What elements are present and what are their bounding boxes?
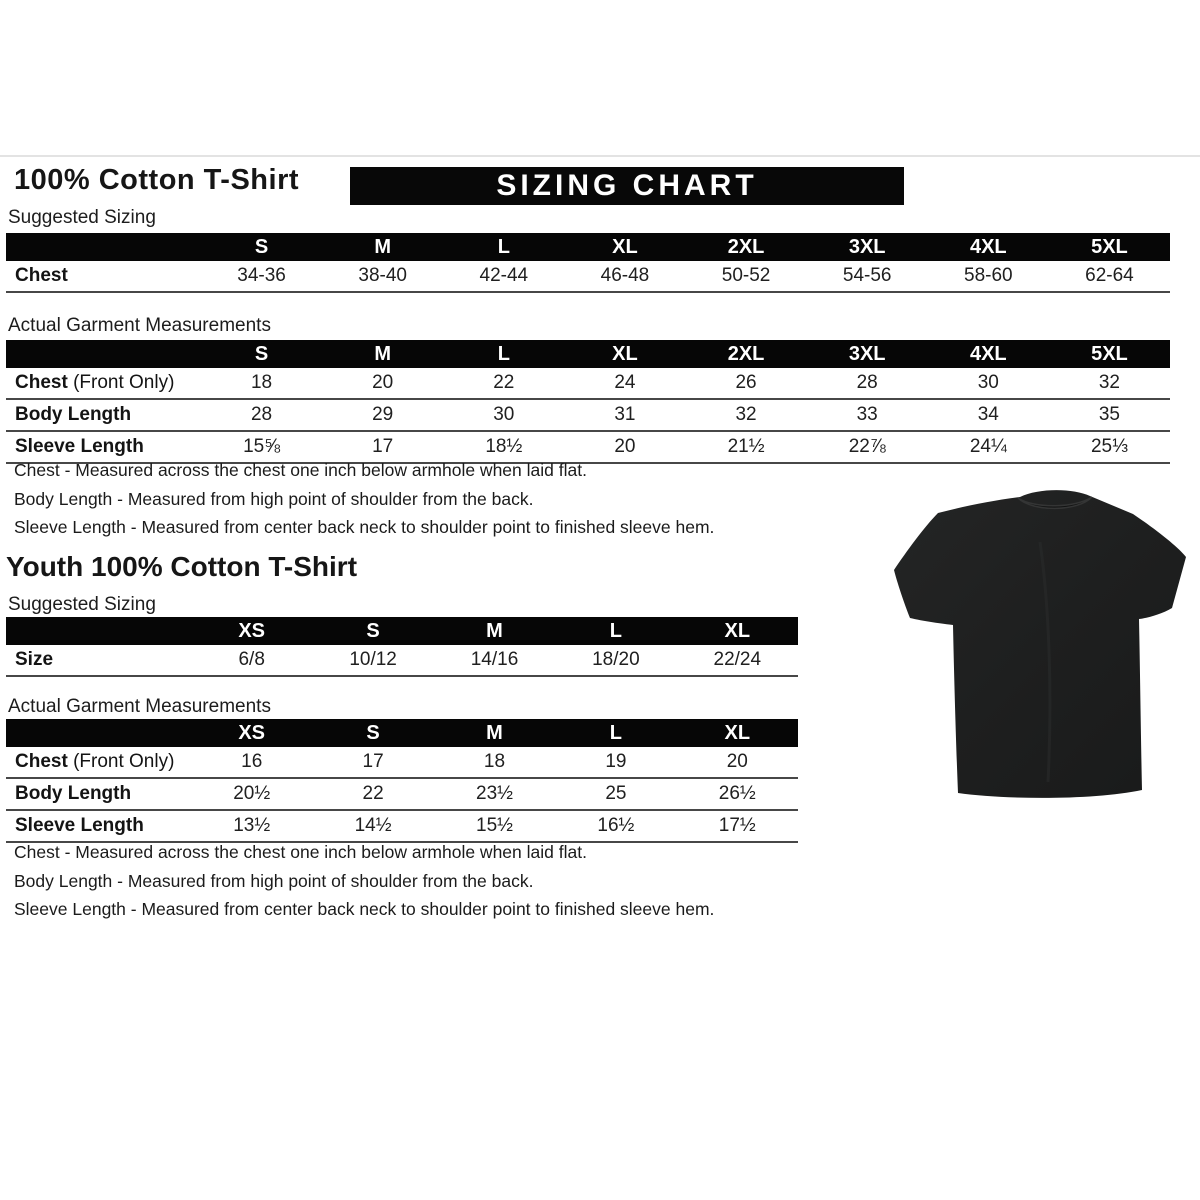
measurement-cell: 21½ <box>727 436 765 457</box>
measurement-cell: 62-64 <box>1085 265 1134 286</box>
measurement-cell: 26 <box>735 372 757 393</box>
measurement-cell: 25⅓ <box>1090 436 1128 457</box>
table-row <box>6 261 1170 293</box>
measurement-cell: 33 <box>856 404 878 425</box>
row-label: Body Length <box>15 404 132 425</box>
table-row <box>6 400 1170 432</box>
adult-suggested-sizing-label: Suggested Sizing <box>8 207 156 228</box>
column-header-m: M <box>486 722 503 744</box>
column-header-m: M <box>374 343 392 365</box>
adult-actual-measurements-table <box>6 340 1170 464</box>
measurement-cell: 26½ <box>718 783 756 804</box>
column-header-xl: XL <box>724 722 751 744</box>
measurement-cell: 13½ <box>233 815 271 836</box>
table-header-corner <box>6 233 201 261</box>
measurement-cell: 38-40 <box>358 265 407 286</box>
page-title: 100% Cotton T-Shirt <box>14 164 300 196</box>
adult-measurement-notes <box>14 461 714 547</box>
column-header-xl: XL <box>612 236 638 258</box>
measurement-cell: 14½ <box>354 815 392 836</box>
column-header-xl: XL <box>612 343 638 365</box>
measurement-cell: 50-52 <box>721 265 771 286</box>
measurement-cell: 46-48 <box>600 265 650 286</box>
column-header-xs: XS <box>238 722 266 744</box>
measurement-cell: 18½ <box>485 436 523 457</box>
measurement-cell: 15½ <box>476 815 513 836</box>
tshirt-svg <box>880 462 1200 810</box>
note-body-length: Body Length - Measured from high point of shoulder from the back. <box>14 870 534 891</box>
note-sleeve-length: Sleeve Length - Measured from center back neck to shoulder point to finished sleeve hem. <box>14 899 715 919</box>
measurement-cell: 24 <box>614 372 636 393</box>
measurement-cell: 22 <box>362 783 384 804</box>
row-label: Chest <box>15 265 68 286</box>
note-chest: Chest - Measured across the chest one inch below armhole when laid flat. <box>14 460 587 480</box>
column-header-xs: XS <box>238 620 266 642</box>
column-header-4xl: 4XL <box>969 236 1007 258</box>
column-header-l: L <box>497 343 510 365</box>
measurement-cell: 17½ <box>718 815 756 836</box>
measurement-cell: 17 <box>362 751 384 772</box>
row-label: Chest (Front Only) <box>15 372 175 393</box>
measurement-cell: 54-56 <box>842 265 892 286</box>
column-header-s: S <box>254 343 269 365</box>
table-header-row <box>6 719 798 747</box>
table-header-row <box>6 233 1170 261</box>
measurement-cell: 42-44 <box>479 265 529 286</box>
measurement-cell: 17 <box>372 436 394 457</box>
column-header-s: S <box>366 620 380 642</box>
youth-suggested-sizing-table <box>6 617 798 677</box>
measurement-cell: 20 <box>614 436 636 457</box>
table-row <box>6 645 798 677</box>
measurement-cell: 15⅝ <box>243 436 281 457</box>
measurement-cell: 22⅞ <box>848 436 886 457</box>
measurement-cell: 30 <box>493 404 515 425</box>
note-chest: Chest - Measured across the chest one inch below armhole when laid flat. <box>14 842 587 862</box>
column-header-l: L <box>497 236 510 258</box>
table-header-corner <box>6 617 191 645</box>
measurement-cell: 20 <box>726 751 748 772</box>
column-header-3xl: 3XL <box>848 236 886 258</box>
table-header-corner <box>6 719 191 747</box>
measurement-cell: 35 <box>1098 404 1120 425</box>
table-row <box>6 779 798 811</box>
measurement-cell: 18/20 <box>592 649 640 670</box>
table-row <box>6 747 798 779</box>
table-row <box>6 368 1170 400</box>
youth-actual-measurements-label: Actual Garment Measurements <box>8 696 271 717</box>
note-body-length: Body Length - Measured from high point of shoulder from the back. <box>14 488 534 509</box>
measurement-cell: 19 <box>605 751 627 772</box>
measurement-cell: 16½ <box>597 815 635 836</box>
table-row <box>6 811 798 843</box>
row-label: Chest (Front Only) <box>15 751 175 772</box>
youth-suggested-sizing-label: Suggested Sizing <box>8 594 156 615</box>
measurement-cell: 32 <box>735 404 757 425</box>
column-header-s: S <box>366 722 380 744</box>
measurement-cell: 32 <box>1098 372 1120 393</box>
measurement-cell: 24¼ <box>969 436 1007 457</box>
youth-actual-measurements-table <box>6 719 798 843</box>
column-header-5xl: 5XL <box>1091 343 1128 365</box>
scan-artifact-line <box>0 155 1200 157</box>
measurement-cell: 31 <box>614 404 636 425</box>
sizing-chart-banner-text: SIZING CHART <box>496 169 758 202</box>
tshirt-body <box>894 490 1186 798</box>
measurement-cell: 18 <box>250 372 273 393</box>
column-header-s: S <box>254 236 269 258</box>
black-tshirt-image <box>880 462 1200 810</box>
measurement-cell: 22/24 <box>713 649 762 670</box>
row-label: Sleeve Length <box>15 815 144 836</box>
measurement-cell: 18 <box>483 751 506 772</box>
row-label: Size <box>15 649 54 670</box>
table-header-row <box>6 617 798 645</box>
measurement-cell: 28 <box>250 404 273 425</box>
column-header-3xl: 3XL <box>848 343 886 365</box>
adult-suggested-sizing-table <box>6 233 1170 293</box>
measurement-cell: 29 <box>372 404 394 425</box>
measurement-cell: 20 <box>372 372 394 393</box>
youth-section-title: Youth 100% Cotton T-Shirt <box>6 551 358 582</box>
column-header-m: M <box>374 236 392 258</box>
measurement-cell: 14/16 <box>470 649 519 670</box>
sizing-chart-banner <box>350 167 904 205</box>
measurement-cell: 34-36 <box>237 265 286 286</box>
measurement-cell: 30 <box>977 372 999 393</box>
measurement-cell: 22 <box>493 372 515 393</box>
table-header-row <box>6 340 1170 368</box>
column-header-4xl: 4XL <box>969 343 1007 365</box>
youth-measurement-notes <box>14 843 714 929</box>
measurement-cell: 16 <box>241 751 263 772</box>
measurement-cell: 25 <box>605 783 627 804</box>
column-header-l: L <box>609 620 622 642</box>
table-header-corner <box>6 340 201 368</box>
measurement-cell: 10/12 <box>349 649 397 670</box>
measurement-cell: 23½ <box>476 783 513 804</box>
adult-actual-measurements-label: Actual Garment Measurements <box>8 315 271 336</box>
measurement-cell: 20½ <box>233 783 271 804</box>
column-header-m: M <box>486 620 503 642</box>
row-label: Sleeve Length <box>15 436 144 457</box>
measurement-cell: 58-60 <box>964 265 1013 286</box>
column-header-5xl: 5XL <box>1091 236 1128 258</box>
note-sleeve-length: Sleeve Length - Measured from center back neck to shoulder point to finished sleeve hem. <box>14 517 715 537</box>
row-label: Body Length <box>15 783 132 804</box>
column-header-2xl: 2XL <box>727 236 765 258</box>
measurement-cell: 34 <box>977 404 999 425</box>
measurement-cell: 6/8 <box>238 649 265 670</box>
column-header-2xl: 2XL <box>727 343 765 365</box>
column-header-xl: XL <box>724 620 751 642</box>
measurement-cell: 28 <box>856 372 878 393</box>
column-header-l: L <box>609 722 622 744</box>
